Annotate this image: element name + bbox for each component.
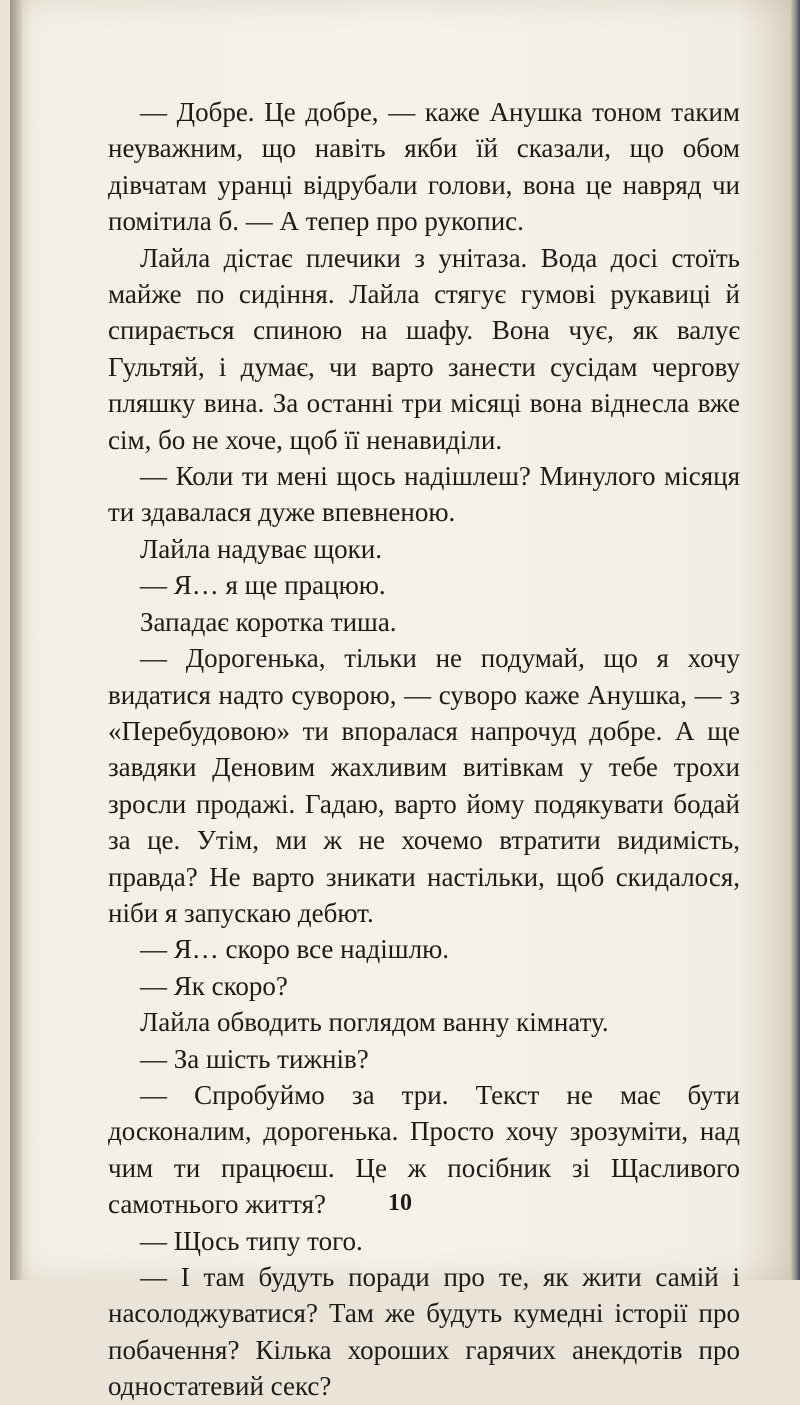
paragraph: Лайла дістає плечики з унітаза. Вода досі стоїть майже по сидіння. Лайла стягує гумові рукавиці й спирається спиною на шафу. Вона чує, як валує Гультяй, і думає, чи варто занести сусідам чергову пляшку вина. За останні три місяці вона віднесла вже сім, бо не хоче, щоб її ненавиділи. — [108, 242, 740, 455]
paragraph: — Я… скоро все надішлю. — [140, 934, 449, 965]
paragraph: — Дорогенька, тільки не подумай, що я хочу видатися надто суворою, — суворо каже Анушка, — з «Перебудовою» ти впоралася напрочуд добре. А ще завдяки Деновим жахливим витівкам у тебе трохи зросли продажі. Гадаю, варто йому подякувати бодай за це. Утім, ми ж не хочемо втратити видимість, правда? Не варто зникати настільки, щоб скидалося, ніби я запускаю дебют. — [108, 643, 740, 928]
paragraph: — Я… я ще працюю. — [140, 570, 386, 601]
paragraph: Лайла надуває щоки. — [140, 533, 382, 564]
paragraph: — Коли ти мені щось надішлеш? Минулого місяця ти здавалася дуже впевненою. — [108, 461, 740, 528]
paragraph: — Добре. Це добре, — каже Анушка тоном таким неуважним, що навіть якби їй сказали, що обом дівчатам уранці відрубали голови, вона це навряд чи помітила б. — А тепер про рукопис. — [108, 97, 740, 237]
paragraph: — Як скоро? — [140, 970, 288, 1001]
paragraph: Западає коротка тиша. — [140, 606, 397, 637]
paragraph: — Спробуймо за три. Текст не має бути досконалим, дорогенька. Просто хочу зрозуміти, над чим ти працюєш. Це ж посібник зі Щасливого самотнього життя? — [108, 1079, 740, 1220]
paragraph: — І там будуть поради про те, як жити самій і насолоджуватися? Там же будуть кумедні історії про побачення? Кілька хороших гарячих анекдотів про одностатевий секс? — [108, 1262, 740, 1402]
page-right-edge — [790, 0, 800, 1280]
paragraph: Лайла обводить поглядом ванну кімнату. — [140, 1007, 609, 1038]
paragraph: — Щось типу того. — [140, 1225, 363, 1256]
paragraph: — За шість тижнів? — [140, 1043, 369, 1074]
page-spine-edge — [10, 0, 22, 1280]
page-number: 10 — [388, 1190, 412, 1216]
